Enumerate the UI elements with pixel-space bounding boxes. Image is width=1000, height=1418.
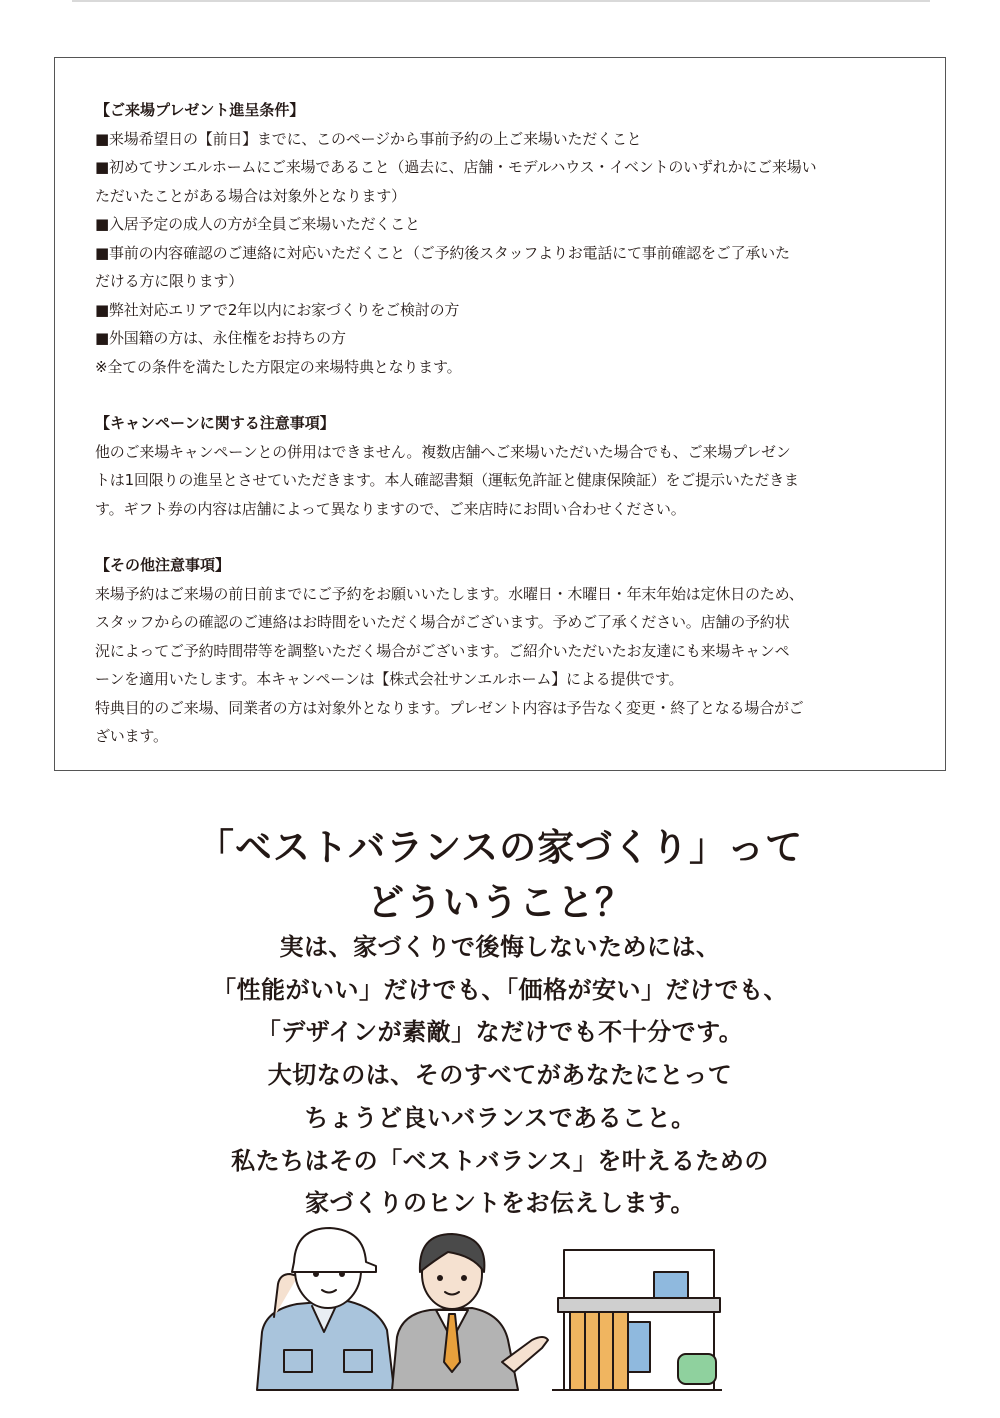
house-illustration (552, 1250, 722, 1390)
notice-line: 来場予約はご来場の前日前までにご予約をお願いいたします。水曜日・木曜日・年末年始は定休日のため、 (95, 584, 804, 603)
intro-line: 「デザインが素敵」なだけでも不十分です。 (256, 1018, 744, 1047)
notice-section-title: 【ご来場プレゼント進呈条件】 (95, 101, 305, 119)
notice-line: ■入居予定の成人の方が全員ご来場いただくこと (95, 215, 420, 233)
notice-section-title: 【キャンペーンに関する注意事項】 (95, 414, 335, 432)
notice-section-title: 【その他注意事項】 (95, 556, 231, 574)
notice-line: だける方に限ります） (95, 272, 244, 290)
staff-and-house-illustration (252, 1222, 722, 1392)
notice-line: ーンを適用いたします。本キャンペーンは【株式会社サンエルホーム】による提供です。 (95, 670, 684, 688)
intro-line: 家づくりのヒントをお伝えします。 (304, 1189, 696, 1218)
notice-content (95, 96, 915, 751)
notice-line: 況によってご予約時間帯等を調整いただく場合がございます。ご紹介いただいたお友達にも来場キャンペ (95, 641, 790, 660)
notice-box (54, 57, 946, 771)
intro-line: 「性能がいい」だけでも、「価格が安い」だけでも、 (212, 975, 788, 1004)
notice-line: ただいたことがある場合は対象外となります） (95, 186, 406, 205)
notice-line: 特典目的のご来場、同業者の方は対象外となります。プレゼント内容は予告なく変更・終了となる場合がご (95, 698, 804, 717)
notice-line: す。ギフト券の内容は店舗によって異なりますので、ご来店時にお問い合わせください。 (95, 499, 686, 518)
headline-line-2: どういうこと？ (367, 881, 633, 924)
intro-line: 私たちはその「ベストバランス」を叶えるための (231, 1146, 769, 1175)
worker-figure (257, 1228, 394, 1390)
notice-line: 他のご来場キャンペーンとの併用はできません。複数店舗へご来場いただいた場合でも、ご来場プレゼン (95, 442, 791, 461)
notice-line: ■弊社対応エリアで2年以内にお家づくりをご検討の方 (95, 300, 460, 319)
salesperson-figure (392, 1234, 548, 1390)
notice-line: ■外国籍の方は、永住権をお持ちの方 (95, 329, 346, 347)
headline-line-1: 「ベストバランスの家づくり」って (196, 826, 804, 869)
notice-line: トは1回限りの進呈とさせていただきます。本人確認書類（運転免許証と健康保険証）をご提示いただきま (95, 471, 799, 489)
notice-line: ざいます。 (95, 727, 168, 745)
intro-text (0, 926, 1000, 1225)
intro-line: 実は、家づくりで後悔しないためには、 (279, 933, 721, 961)
intro-line: 大切なのは、そのすべてがあなたにとって (267, 1061, 733, 1090)
top-divider (72, 0, 930, 2)
notice-line: ■初めてサンエルホームにご来場であること（過去に、店舗・モデルハウス・イベントのいずれかにご来場い (95, 158, 817, 176)
intro-line: ちょうど良いバランスであること。 (304, 1103, 696, 1132)
notice-line: ■事前の内容確認のご連絡に対応いただくこと（ご予約後スタッフよりお電話にて事前確認をご了承いた (95, 243, 790, 262)
notice-line: ■来場希望日の【前日】までに、このページから事前予約の上ご来場いただくこと (95, 129, 642, 148)
notice-line: ※全ての条件を満たした方限定の来場特典となります。 (95, 357, 462, 376)
notice-line: スタッフからの確認のご連絡はお時間をいただく場合がございます。予めご了承ください。店舗の予約状 (95, 613, 790, 631)
